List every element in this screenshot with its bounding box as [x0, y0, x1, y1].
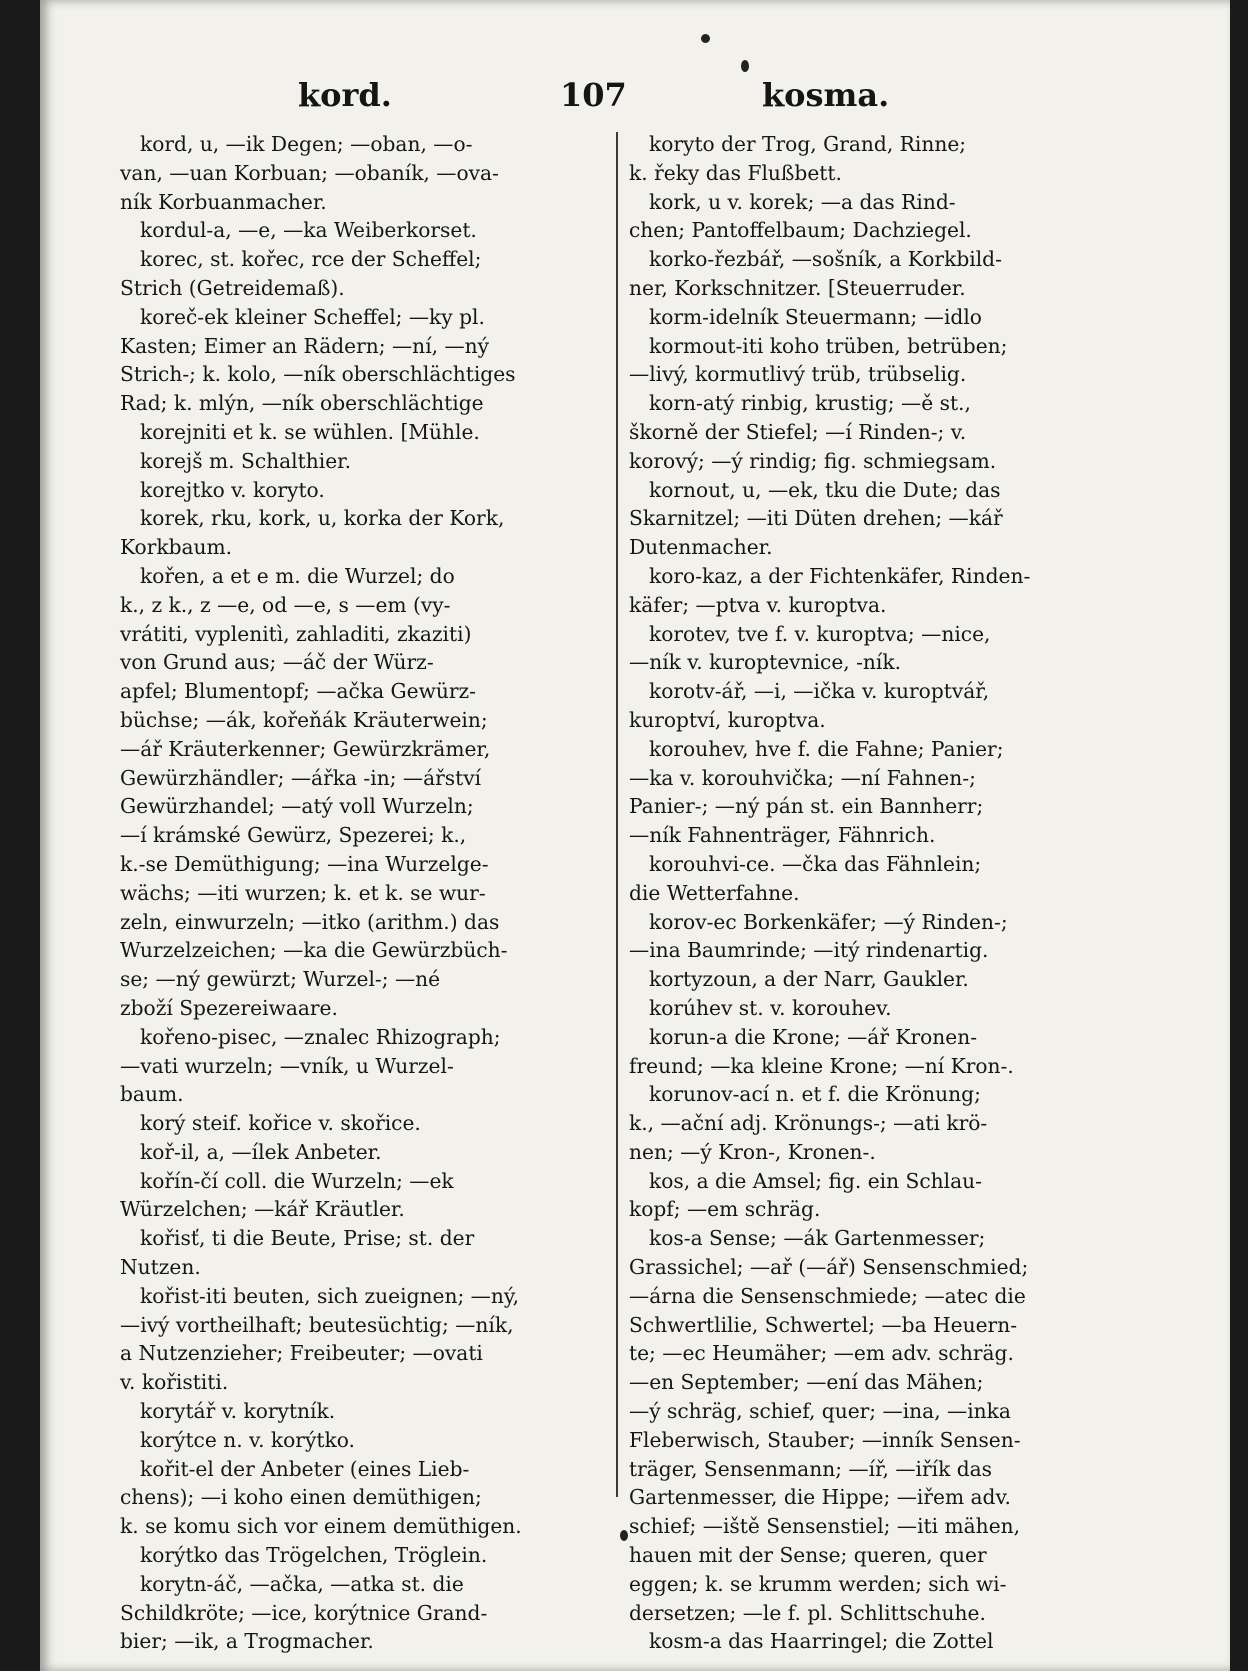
right-column-line: škorně der Stiefel; —í Rinden-; v. — [629, 419, 967, 444]
right-column-line: korun-a die Krone; —ář Kronen- — [649, 1024, 978, 1049]
right-column-line: käfer; —ptva v. kuroptva. — [629, 592, 887, 617]
right-column-line: kos, a die Amsel; fig. ein Schlau- — [649, 1168, 982, 1193]
left-column-line: vrátiti, vyplenitì, zahladiti, zkaziti) — [120, 621, 472, 646]
right-column-line: —ník v. kuroptevnice, -ník. — [629, 650, 902, 675]
right-column-line: träger, Sensenmann; —íř, —iřík das — [629, 1456, 993, 1481]
right-column-line: —en September; —ení das Mähen; — [629, 1370, 984, 1395]
left-column-line: korek, rku, kork, u, korka der Kork, — [140, 506, 505, 531]
right-column-line: —ník Fahnenträger, Fähnrich. — [629, 823, 936, 848]
left-column-line: bier; —ik, a Trogmacher. — [120, 1629, 374, 1654]
right-column-line: hauen mit der Sense; queren, quer — [629, 1543, 987, 1568]
right-column-line: Panier-; —ný pán st. ein Bannherr; — [629, 794, 984, 819]
right-column-line: Grassichel; —ař (—ář) Sensenschmied; — [629, 1255, 1029, 1280]
left-column-line: zeln, einwurzeln; —itko (arithm.) das — [120, 909, 500, 934]
right-column-line: dersetzen; —le f. pl. Schlittschuhe. — [629, 1600, 986, 1625]
right-column-line: korunov-ací n. et f. die Krönung; — [649, 1082, 981, 1107]
left-column-line: korytář v. korytník. — [140, 1399, 336, 1424]
right-column-line: kopf; —em schräg. — [629, 1197, 821, 1222]
left-column-line: —í krámské Gewürz, Spezerei; k., — [120, 823, 467, 848]
left-column-line: kořín-čí coll. die Wurzeln; —ek — [140, 1168, 454, 1193]
left-column-line: Strich (Getreidemaß). — [120, 275, 345, 300]
right-column-line: korúhev st. v. korouhev. — [649, 995, 892, 1020]
right-column-line: kos-a Sense; —ák Gartenmesser; — [649, 1226, 986, 1251]
right-column-line: Dutenmacher. — [629, 535, 773, 560]
left-column-line: k., z k., z —e, od —e, s —em (vy- — [120, 592, 451, 617]
right-column-line: korn-atý rinbig, krustig; —ě st., — [649, 391, 971, 416]
left-column-line: kořit-el der Anbeter (eines Lieb- — [140, 1456, 470, 1481]
left-column-line: korejtko v. koryto. — [140, 477, 325, 502]
column-divider — [616, 132, 618, 1497]
right-column-line: kormout-iti koho trüben, betrüben; — [649, 333, 1008, 358]
right-column — [629, 130, 1094, 1654]
right-column-line: te; —ec Heumäher; —em adv. schräg. — [629, 1341, 1014, 1366]
left-column-line: Würzelchen; —kář Kräutler. — [120, 1197, 405, 1222]
left-column-line: Strich-; k. kolo, —ník oberschlächtiges — [120, 362, 516, 387]
left-column-line: a Nutzenzieher; Freibeuter; —ovati — [120, 1341, 483, 1366]
right-column-line: Schwertlilie, Schwertel; —ba Heuern- — [629, 1312, 1018, 1337]
left-column-line: Korkbaum. — [120, 535, 233, 560]
left-column-line: korejš m. Schalthier. — [140, 448, 351, 473]
left-column-line: Kasten; Eimer an Rädern; —ní, —ný — [120, 333, 490, 358]
right-column-line: kortyzoun, a der Narr, Gaukler. — [649, 967, 969, 992]
right-column-line: nen; —ý Kron-, Kronen-. — [629, 1139, 876, 1164]
right-column-line: koro-kaz, a der Fichtenkäfer, Rinden- — [649, 563, 1031, 588]
left-column-line: kořen, a et e m. die Wurzel; do — [140, 563, 455, 588]
right-column-line: —ka v. korouhvička; —ní Fahnen-; — [629, 765, 976, 790]
left-column-line: —ář Kräuterkenner; Gewürzkrämer, — [120, 736, 491, 761]
right-column-line: korm-idelník Steuermann; —idlo — [649, 304, 982, 329]
dictionary-page — [40, 0, 1230, 1671]
right-column-line: korouhev, hve f. die Fahne; Panier; — [649, 736, 1004, 761]
left-column-line: korýtko das Trögelchen, Tröglein. — [140, 1543, 488, 1568]
ink-speck — [741, 60, 749, 72]
right-column-line: Skarnitzel; —iti Düten drehen; —kář — [629, 506, 1003, 531]
right-column-line: kosm-a das Haarringel; die Zottel — [649, 1629, 994, 1654]
right-column-line: kuroptví, kuroptva. — [629, 707, 826, 732]
right-column-line: kornout, u, —ek, tku die Dute; das — [649, 477, 1001, 502]
left-column-line: Wurzelzeichen; —ka die Gewürzbüch- — [120, 938, 508, 963]
ink-speck — [620, 1530, 628, 1541]
header-last-entry: kosma. — [762, 76, 890, 114]
left-column-line: v. kořistiti. — [120, 1370, 229, 1395]
left-column-line: zboží Spezereiwaare. — [120, 995, 338, 1020]
left-column-line: Gewürzhandel; —atý voll Wurzeln; — [120, 794, 474, 819]
right-column-line: korotv-ář, —i, —ička v. kuroptvář, — [649, 679, 990, 704]
left-column-line: kordul-a, —e, —ka Weiberkorset. — [140, 218, 477, 243]
left-column-line: korýtce n. v. korýtko. — [140, 1427, 355, 1452]
right-column-line: die Wetterfahne. — [629, 880, 800, 905]
right-column-line: korko-řezbář, —sošník, a Korkbild- — [649, 247, 1002, 272]
left-column-line: koreč-ek kleiner Scheffel; —ky pl. — [140, 304, 485, 329]
left-column-line: se; —ný gewürzt; Wurzel-; —né — [120, 967, 441, 992]
ink-speck — [701, 34, 710, 43]
right-column-line: k. řeky das Flußbett. — [629, 160, 842, 185]
right-column-line: korov-ec Borkenkäfer; —ý Rinden-; — [649, 909, 1008, 934]
page-header — [40, 76, 1230, 120]
right-column-line: —árna die Sensenschmiede; —atec die — [629, 1283, 1026, 1308]
right-column-line: korový; —ý rindig; fig. schmiegsam. — [629, 448, 997, 473]
left-column-line: kořist-iti beuten, sich zueignen; —ný, — [140, 1283, 519, 1308]
right-column-line: ner, Korkschnitzer. [Steuerruder. — [629, 275, 966, 300]
left-column-line: korý steif. kořice v. skořice. — [140, 1111, 421, 1136]
left-column-line: Schildkröte; —ice, korýtnice Grand- — [120, 1600, 488, 1625]
right-column-line: freund; —ka kleine Krone; —ní Kron-. — [629, 1053, 1014, 1078]
right-column-line: kork, u v. korek; —a das Rind- — [649, 189, 956, 214]
right-column-line: chen; Pantoffelbaum; Dachziegel. — [629, 218, 972, 243]
left-column-line: kord, u, —ik Degen; —oban, —o- — [140, 132, 473, 156]
right-column-line: Gartenmesser, die Hippe; —iřem adv. — [629, 1485, 1011, 1510]
right-column-line: Fleberwisch, Stauber; —inník Sensen- — [629, 1427, 1021, 1452]
left-column — [120, 130, 606, 1654]
right-column-line: —ý schräg, schief, quer; —ina, —inka — [629, 1399, 1011, 1424]
left-column-line: Rad; k. mlýn, —ník oberschlächtige — [120, 391, 484, 416]
left-column-line: korejniti et k. se wühlen. [Mühle. — [140, 419, 480, 444]
right-column-line: k., —ační adj. Krönungs-; —ati krö- — [629, 1111, 988, 1136]
left-column-line: —ivý vortheilhaft; beutesüchtig; —ník, — [120, 1312, 514, 1337]
right-column-line: korotev, tve f. v. kuroptva; —nice, — [649, 621, 991, 646]
left-column-line: Gewürzhändler; —ářka -in; —ářství — [120, 765, 482, 790]
left-column-line: korec, st. kořec, rce der Scheffel; — [140, 247, 482, 272]
left-column-line: Nutzen. — [120, 1255, 201, 1280]
left-column-line: kořeno-pisec, —znalec Rhizograph; — [140, 1024, 501, 1049]
left-column-line: chens); —i koho einen demüthigen; — [120, 1485, 482, 1510]
left-column-line: baum. — [120, 1082, 184, 1107]
left-column-line: van, —uan Korbuan; —obaník, —ova- — [120, 160, 499, 185]
left-column-line: büchse; —ák, kořeňák Kräuterwein; — [120, 707, 488, 732]
left-column-line: apfel; Blumentopf; —ačka Gewürz- — [120, 679, 476, 704]
left-column-line: koř-il, a, —ílek Anbeter. — [140, 1139, 382, 1164]
header-first-entry: kord. — [298, 76, 392, 114]
left-column-line: k. se komu sich vor einem demüthigen. — [120, 1514, 522, 1539]
left-column-line: —vati wurzeln; —vník, u Wurzel- — [120, 1053, 454, 1078]
left-column-line: kořisť, ti die Beute, Prise; st. der — [140, 1226, 475, 1251]
left-column-line: korytn-áč, —ačka, —atka st. die — [140, 1571, 464, 1596]
page-number: 107 — [560, 76, 627, 114]
right-column-line: eggen; k. se krumm werden; sich wi- — [629, 1571, 1007, 1596]
right-column-line: schief; —iště Sensenstiel; —iti mähen, — [629, 1514, 1021, 1539]
left-column-line: von Grund aus; —áč der Würz- — [120, 650, 434, 675]
left-column-line: k.-se Demüthigung; —ina Wurzelge- — [120, 851, 489, 876]
right-column-line: —ina Baumrinde; —itý rindenartig. — [629, 938, 989, 963]
left-column-line: ník Korbuanmacher. — [120, 189, 327, 214]
right-column-line: korouhvi-ce. —čka das Fähnlein; — [649, 851, 982, 876]
right-column-line: koryto der Trog, Grand, Rinne; — [649, 132, 967, 156]
left-column-line: wächs; —iti wurzen; k. et k. se wur- — [120, 880, 486, 905]
right-column-line: —livý, kormutlivý trüb, trübselig. — [629, 362, 967, 387]
